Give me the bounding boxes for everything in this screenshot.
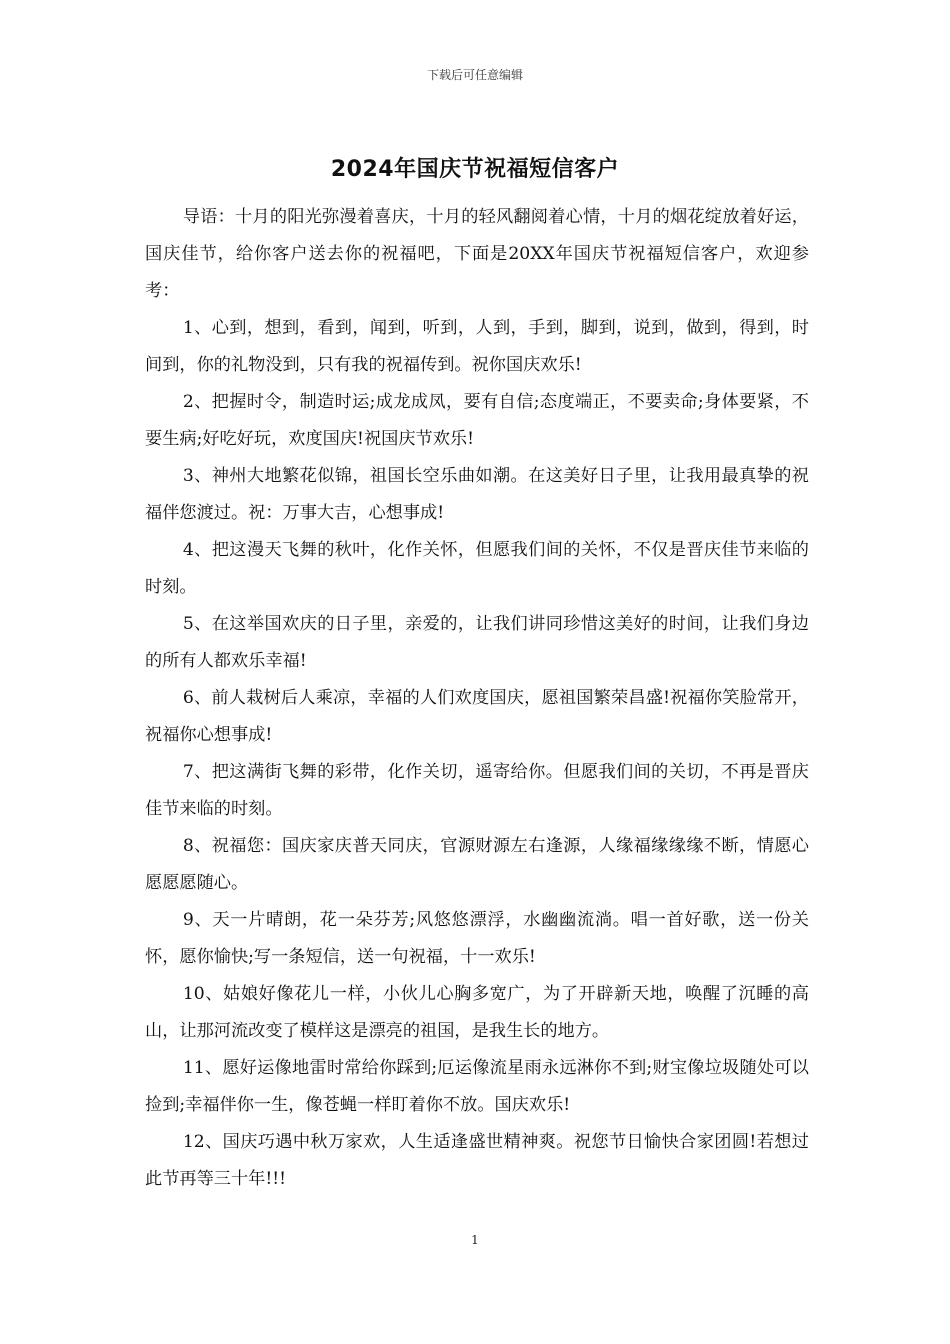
- greeting-item-3: 3、神州大地繁花似锦，祖国长空乐曲如潮。在这美好日子里，让我用最真挚的祝福伴您渡过。祝：万事大吉，心想事成!: [145, 466, 809, 523]
- page-header: 下载后可任意编辑: [426, 68, 523, 82]
- greeting-item-1: 1、心到，想到，看到，闻到，听到，人到，手到，脚到，说到，做到，得到，时间到，你的礼物没到，只有我的祝福传到。祝你国庆欢乐!: [145, 318, 809, 375]
- greeting-item-5: 5、在这举国欢庆的日子里，亲爱的，让我们讲同珍惜这美好的时间，让我们身边的所有人都欢乐幸福!: [145, 614, 809, 671]
- page-number: 1: [471, 1233, 479, 1247]
- document-title: 2024年国庆节祝福短信客户: [330, 157, 620, 182]
- greeting-item-8: 8、祝福您：国庆家庆普天同庆，官源财源左右逢源，人缘福缘缘缘不断，情愿心愿愿愿随心。: [145, 836, 809, 893]
- greeting-item-11: 11、愿好运像地雷时常给你踩到;厄运像流星雨永远淋你不到;财宝像垃圾随处可以捡到;幸福伴你一生，像苍蝇一样盯着你不放。国庆欢乐!: [145, 1058, 809, 1115]
- document-body: [145, 199, 809, 1198]
- greeting-item-12: 12、国庆巧遇中秋万家欢，人生适逢盛世精神爽。祝您节日愉快合家团圆!若想过此节再等三十年!!!: [145, 1132, 809, 1189]
- greeting-item-4: 4、把这漫天飞舞的秋叶，化作关怀，但愿我们间的关怀，不仅是晋庆佳节来临的时刻。: [145, 540, 809, 597]
- greeting-item-6: 6、前人栽树后人乘凉，幸福的人们欢度国庆，愿祖国繁荣昌盛!祝福你笑脸常开，祝福你心想事成!: [145, 688, 809, 745]
- greeting-item-9: 9、天一片晴朗，花一朵芬芳;风悠悠漂浮，水幽幽流淌。唱一首好歌，送一份关怀，愿你愉快;写一条短信，送一句祝福，十一欢乐!: [145, 910, 809, 967]
- greeting-item-10: 10、姑娘好像花儿一样，小伙儿心胸多宽广，为了开辟新天地，唤醒了沉睡的高山，让那河流改变了模样这是漂亮的祖国，是我生长的地方。: [145, 984, 809, 1041]
- intro-paragraph: 导语：十月的阳光弥漫着喜庆，十月的轻风翻阅着心情，十月的烟花绽放着好运，国庆佳节，给你客户送去你的祝福吧，下面是20XX年国庆节祝福短信客户，欢迎参考：: [145, 207, 809, 301]
- greeting-item-7: 7、把这满街飞舞的彩带，化作关切，遥寄给你。但愿我们间的关切，不再是晋庆佳节来临的时刻。: [145, 762, 809, 819]
- greeting-item-2: 2、把握时令，制造时运;成龙成凤，要有自信;态度端正，不要卖命;身体要紧，不要生病;好吃好玩，欢度国庆!祝国庆节欢乐!: [145, 392, 809, 449]
